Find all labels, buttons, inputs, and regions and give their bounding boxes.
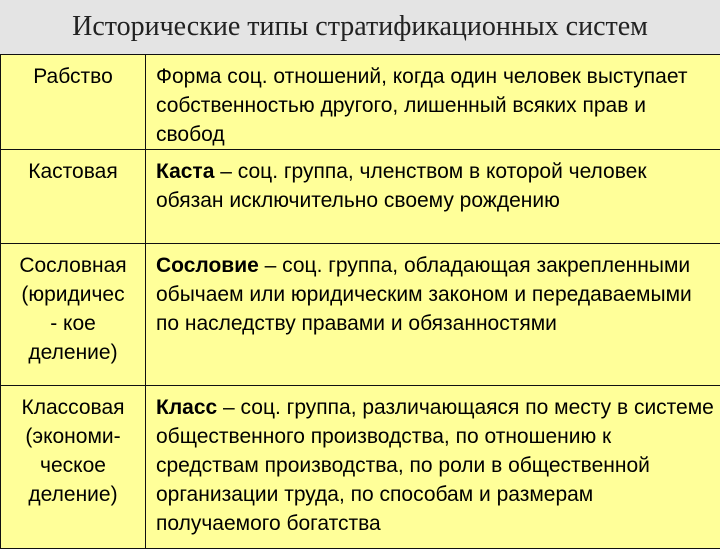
definition-cell-class (146, 386, 720, 549)
type-label-line: деление) (3, 338, 143, 367)
table-row-class (1, 386, 720, 549)
term-bold: Каста (156, 160, 214, 183)
type-label-line: Кастовая (3, 157, 143, 186)
type-label-line: (юридичес (3, 280, 143, 309)
type-label-line: Рабство (3, 62, 143, 91)
definition-text: – соц. группа, различающаяся по месту в системе общественного производства, по отношению к средствам производства, по роли в общественной организации труда, по способам и размерам получаемого богатства (156, 396, 714, 535)
title-bar (0, 0, 720, 54)
stratification-table (0, 54, 720, 549)
term-bold: Сословие (156, 254, 259, 277)
table-row-slavery (1, 55, 720, 150)
type-cell-class (1, 386, 146, 549)
type-label-line: ческое (3, 451, 143, 480)
type-cell-caste (1, 150, 146, 244)
definition-cell-estate (146, 244, 720, 386)
type-label-line: деление) (3, 480, 143, 509)
table-row-caste (1, 150, 720, 244)
type-label-line: (экономи- (3, 422, 143, 451)
type-label-line: Сословная (3, 251, 143, 280)
type-label-line: Классовая (3, 393, 143, 422)
type-label-line: - кое (3, 309, 143, 338)
definition-text: Форма соц. отношений, когда один человек выступает собственностью другого, лишенный всяких прав и свобод (156, 65, 687, 146)
definition-text: – соц. группа, членством в которой человек обязан исключительно своему рождению (156, 160, 647, 212)
type-cell-estate (1, 244, 146, 386)
term-bold: Класс (156, 396, 217, 419)
slide-title: Исторические типы стратификационных систем (72, 11, 648, 43)
definition-cell-slavery (146, 55, 720, 150)
table-row-estate (1, 244, 720, 386)
definition-cell-caste (146, 150, 720, 244)
type-cell-slavery (1, 55, 146, 150)
definition-text: – соц. группа, обладающая закрепленными обычаем или юридическим законом и передаваемыми по наследству правами и обязанностями (156, 254, 692, 335)
